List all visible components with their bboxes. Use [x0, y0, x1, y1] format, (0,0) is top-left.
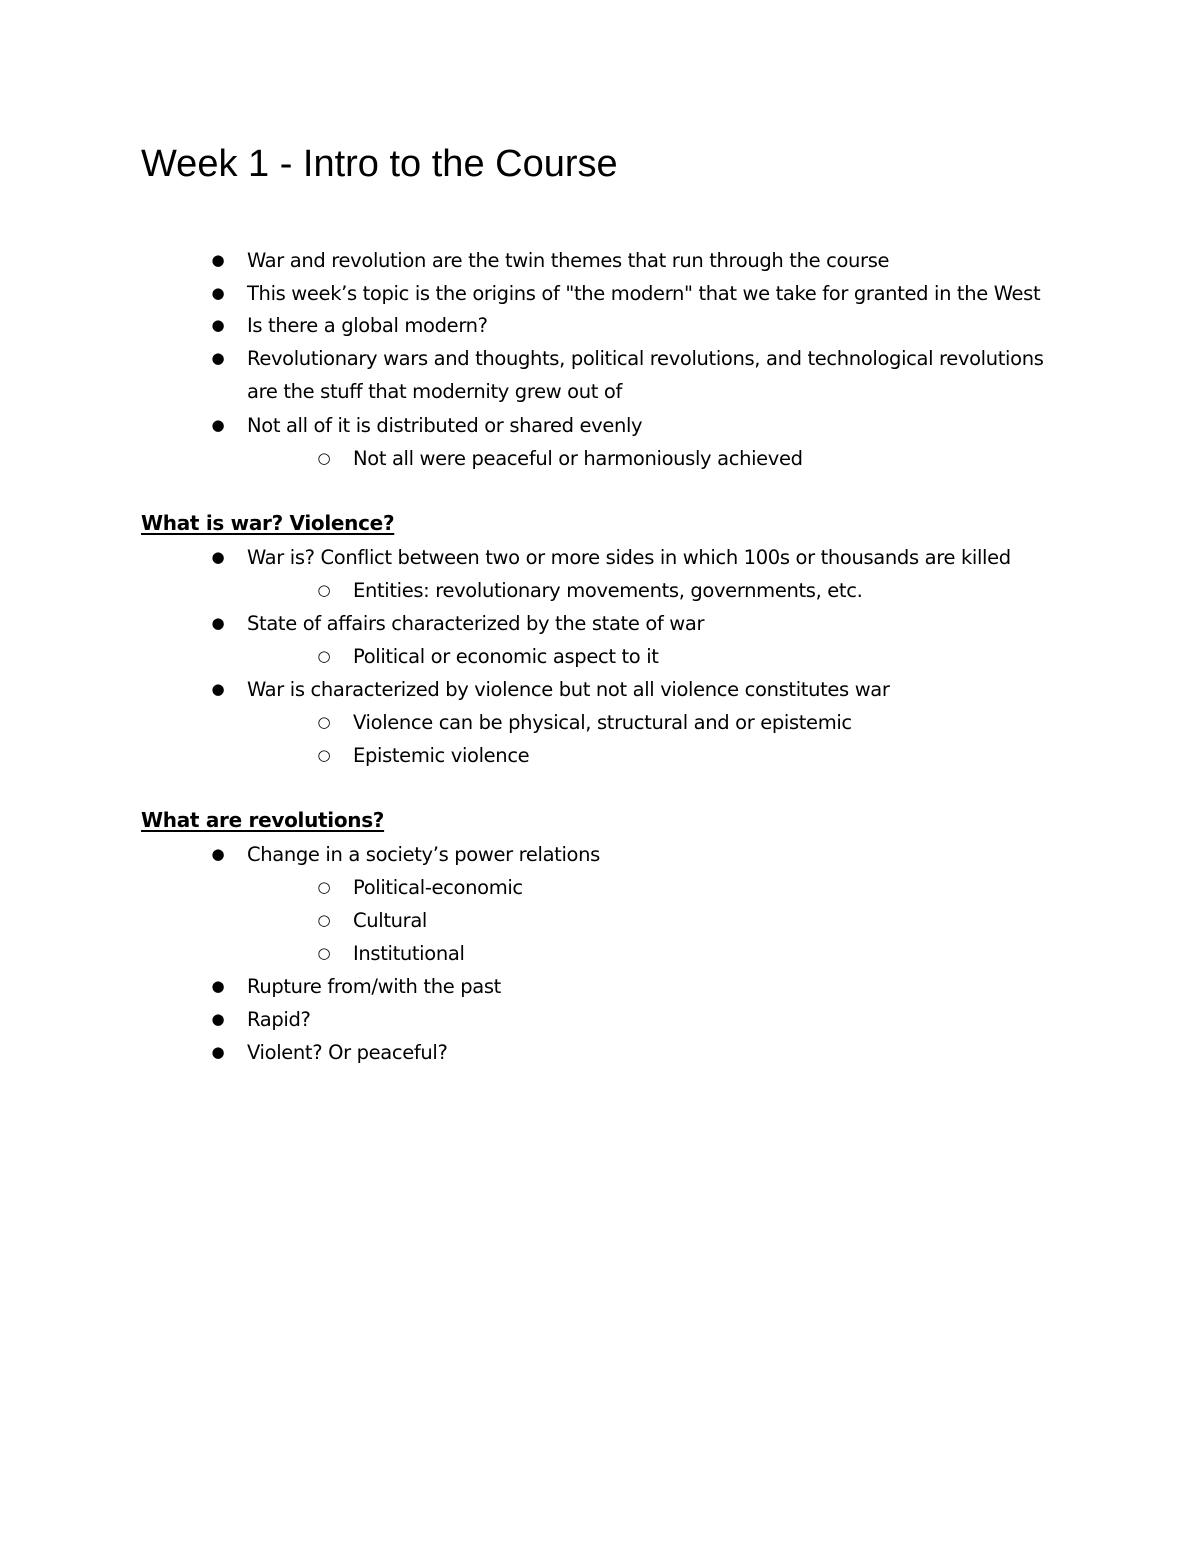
sub-bullet-icon: ○: [317, 647, 331, 665]
list-item: Rupture from/with the past: [247, 975, 501, 998]
sub-list-item: Institutional: [353, 942, 465, 965]
sub-list-item: Epistemic violence: [353, 744, 530, 767]
list-item: Revolutionary wars and thoughts, political revolutions, and technological revolutions: [247, 347, 1044, 370]
sub-list-item: Not all were peaceful or harmoniously achieved: [353, 447, 803, 470]
sub-bullet-icon: ○: [317, 581, 331, 599]
sub-bullet-icon: ○: [317, 746, 331, 764]
list-item: War is? Conflict between two or more sides in which 100s or thousands are killed: [247, 546, 1011, 569]
sub-list-item: Political-economic: [353, 876, 523, 899]
bullet-icon: ●: [211, 416, 225, 434]
sub-bullet-icon: ○: [317, 713, 331, 731]
bullet-icon: ●: [211, 349, 225, 367]
list-item: Violent? Or peaceful?: [247, 1041, 448, 1064]
sub-bullet-icon: ○: [317, 449, 331, 467]
bullet-icon: ●: [211, 1043, 225, 1061]
sub-bullet-icon: ○: [317, 944, 331, 962]
bullet-icon: ●: [211, 284, 225, 302]
bullet-icon: ●: [211, 1010, 225, 1028]
list-item: State of affairs characterized by the state of war: [247, 612, 705, 635]
sub-bullet-icon: ○: [317, 878, 331, 896]
section-heading-war: What is war? Violence?: [141, 511, 395, 535]
list-item: War is characterized by violence but not all violence constitutes war: [247, 678, 890, 701]
list-item: War and revolution are the twin themes that run through the course: [247, 249, 890, 272]
sub-list-item: Cultural: [353, 909, 427, 932]
bullet-icon: ●: [211, 845, 225, 863]
bullet-icon: ●: [211, 680, 225, 698]
bullet-icon: ●: [211, 614, 225, 632]
section-heading-revolutions: What are revolutions?: [141, 808, 385, 832]
bullet-icon: ●: [211, 316, 225, 334]
sub-list-item: Political or economic aspect to it: [353, 645, 659, 668]
sub-bullet-icon: ○: [317, 911, 331, 929]
bullet-icon: ●: [211, 548, 225, 566]
list-item: Rapid?: [247, 1008, 311, 1031]
list-item: Is there a global modern?: [247, 314, 488, 337]
page-title: Week 1 - Intro to the Course: [141, 143, 618, 185]
bullet-icon: ●: [211, 977, 225, 995]
list-item: Not all of it is distributed or shared evenly: [247, 414, 643, 437]
list-item: This week’s topic is the origins of "the modern" that we take for granted in the West: [247, 282, 1041, 305]
sub-list-item: Violence can be physical, structural and or epistemic: [353, 711, 852, 734]
bullet-icon: ●: [211, 251, 225, 269]
list-item-continuation: are the stuff that modernity grew out of: [247, 380, 623, 403]
sub-list-item: Entities: revolutionary movements, governments, etc.: [353, 579, 863, 602]
list-item: Change in a society’s power relations: [247, 843, 600, 866]
